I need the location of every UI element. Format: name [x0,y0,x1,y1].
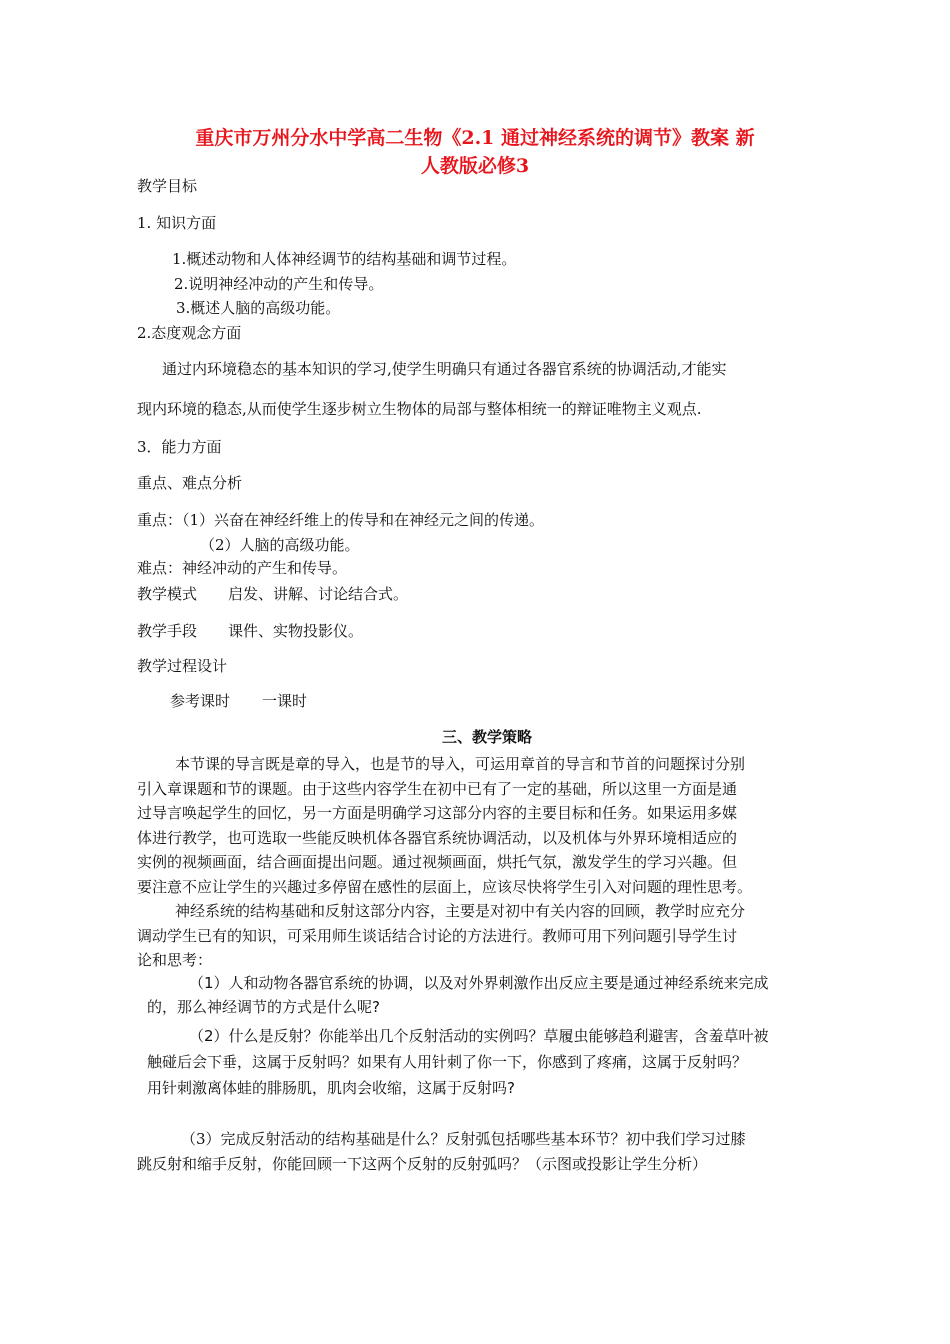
strategy-paragraph-1 [137,752,817,899]
knowledge-item-2: 2.说明神经冲动的产生和传导。 [174,275,384,293]
question-1-line: （1）人和动物各器官系统的协调，以及对外界刺激作出反应主要是通过神经系统来完成 [189,974,769,992]
strategy-paragraph-2 [137,899,817,973]
strategy-p1-line: 实例的视频画面，结合画面提出问题。通过视频画面，烘托气氛，激发学生的学习兴趣。但 [137,853,738,871]
question-2-line: 用针刺激离体蛙的腓肠肌，肌肉会收缩，这属于反射吗? [147,1079,515,1097]
question-1-line: 的，那么神经调节的方式是什么呢? [147,998,380,1016]
question-3 [137,1127,817,1176]
attitude-text-line-2: 现内环境的稳态,从而使学生逐步树立生物体的局部与整体相统一的辩证唯物主义观点. [137,400,702,418]
title-line-1: 重庆市万州分水中学高二生物《2.1 通过神经系统的调节》教案 新 [195,127,755,149]
question-3-line: （3）完成反射活动的结构基础是什么？反射弧包括哪些基本环节？初中我们学习过膝 [181,1130,746,1148]
hours-label: 参考课时 [170,692,231,710]
strategy-heading: 三、教学策略 [442,728,533,746]
question-1 [147,971,827,1019]
question-2-line: 触碰后会下垂，这属于反射吗？如果有人用针刺了你一下，你感到了疼痛，这属于反射吗？ [147,1053,748,1071]
means-label: 教学手段 [137,622,198,640]
title-line-2: 人教版必修3 [420,155,530,177]
strategy-p2-line: 调动学生已有的知识，可采用师生谈话结合讨论的方法进行。教师可用下列问题引导学生讨 [137,926,738,945]
question-2 [147,1023,827,1101]
document-title [130,124,820,180]
strategy-p1-line: 过导言唤起学生的回忆，另一方面是明确学习这部分内容的主要目标和任务。如果运用多媒 [137,804,738,822]
ability-heading: 3．能力方面 [137,438,222,456]
mode-value: 启发、讲解、讨论结合式。 [228,585,409,603]
process-heading: 教学过程设计 [137,657,228,675]
strategy-p1-line: 本节课的导言既是章的导入，也是节的导入，可运用章首的导言和节首的问题探讨分别 [175,755,746,773]
analysis-heading: 重点、难点分析 [137,474,243,492]
question-3-line: 跳反射和缩手反射，你能回顾一下这两个反射的反射弧吗？（示图或投影让学生分析） [137,1154,708,1173]
strategy-p2-line: 神经系统的结构基础和反射这部分内容，主要是对初中有关内容的回顾，教学时应充分 [175,902,746,920]
knowledge-item-3: 3.概述人脑的高级功能。 [176,299,341,317]
knowledge-heading: 1. 知识方面 [137,214,217,232]
strategy-p2-line: 论和思考： [137,951,213,969]
strategy-p1-line: 体进行教学，也可选取一些能反映机体各器官系统协调活动，以及机体与外界环境相适应的 [137,828,738,847]
strategy-p1-line: 要注意不应让学生的兴趣过多停留在感性的层面上，应该尽快将学生引入对问题的理性思考。 [137,877,753,896]
hours-value: 一课时 [262,692,308,710]
question-2-line: （2）什么是反射？你能举出几个反射活动的实例吗？草履虫能够趋利避害，含羞草叶被 [189,1027,769,1045]
strategy-p1-line: 引入章课题和节的课题。由于这些内容学生在初中已有了一定的基础，所以这里一方面是通 [137,779,738,798]
means-value: 课件、实物投影仪。 [228,622,364,640]
key-point-1: 重点：（1）兴奋在神经纤维上的传导和在神经元之间的传递。 [137,511,545,529]
attitude-heading: 2.态度观念方面 [137,324,242,342]
difficulty-point: 难点：神经冲动的产生和传导。 [137,559,348,577]
goals-heading: 教学目标 [137,177,198,195]
knowledge-item-1: 1.概述动物和人体神经调节的结构基础和调节过程。 [172,250,517,268]
key-point-2: （2）人脑的高级功能。 [200,536,360,554]
attitude-text-line-1: 通过内环境稳态的基本知识的学习,使学生明确只有通过各器官系统的协调活动,才能实 [162,360,727,378]
mode-label: 教学模式 [137,585,198,603]
